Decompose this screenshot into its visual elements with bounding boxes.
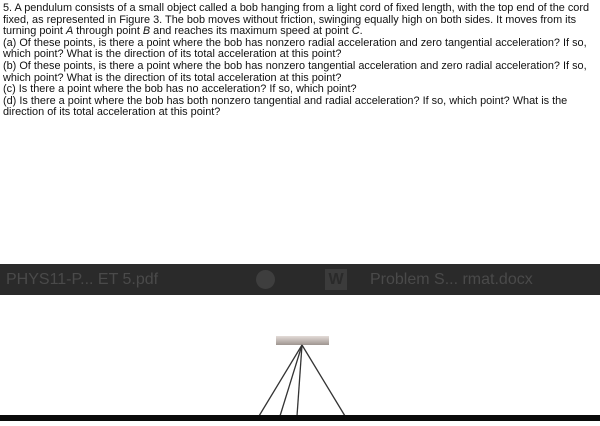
taskbar-pdf-file[interactable] <box>6 264 158 295</box>
taskbar-docx-file[interactable] <box>370 264 533 295</box>
point-a-label: A <box>65 25 74 38</box>
question-part-a: (a) Of these points, is there a point where the bob has nonzero radial acceleration and zero tangential acceleration? If so, which point? What is the direction of its total acceleration at this point? <box>3 36 587 61</box>
ceiling-support <box>276 336 329 345</box>
question-part-b: (b) Of these points, is there a point where the bob has nonzero tangential acceleration and zero radial acceleration? If so, which point? What is the direction of its total acceleration at this point? <box>3 59 587 84</box>
bottom-edge-bar <box>0 415 600 421</box>
app-circle-icon[interactable] <box>256 270 275 289</box>
pendulum-figure <box>0 295 600 421</box>
question-part-c: (c) Is there a point where the bob has no acceleration? If so, which point? <box>3 83 357 96</box>
pendulum-diagram <box>0 295 600 421</box>
point-c-label: C <box>351 25 360 38</box>
question-part-d: (d) Is there a point where the bob has both nonzero tangential and radial acceleration? If so, which point? What is the direction of its total acceleration at this point? <box>3 94 568 119</box>
cord-line-d <box>302 345 345 416</box>
docx-file-label: Problem S... rmat.docx <box>370 270 533 288</box>
word-icon[interactable]: W <box>325 269 347 290</box>
cord-line-c <box>297 345 302 416</box>
cord-line-b <box>280 345 302 416</box>
cord-line-a <box>259 345 302 416</box>
taskbar <box>0 264 600 295</box>
question-text <box>3 3 599 119</box>
pdf-file-label: PHYS11-P... ET 5.pdf <box>6 270 159 288</box>
point-b-label: B <box>142 25 151 38</box>
question-intro: 5. A pendulum consists of a small object called a bob hanging from a light cord of fixed length, with the top end of the cord fixed, as represented in Figure 3. The bob moves without friction, swinging equally high on both sides. It moves from its turning point A through point B and reaches its maximum speed at point C. <box>3 2 590 38</box>
